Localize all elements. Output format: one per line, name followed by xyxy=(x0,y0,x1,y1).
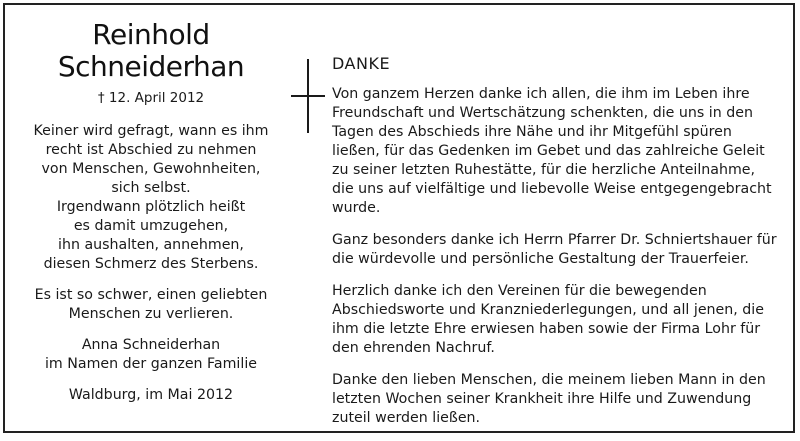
thanks-column xyxy=(332,54,780,441)
deceased-first-name: Reinhold xyxy=(92,18,210,51)
thanks-paragraph: Von ganzem Herzen danke ich allen, die ihm im Leben ihre Freundschaft und Wertschätzung schenkten, die uns in den Tagen des Abschieds ihre Nähe und ihr Mitgefühl spüren ließen, für das Gedenken im Gebet und das zahlreiche Geleit zu seiner letzten Ruhestätte, für die herzliche Anteilnahme, die uns auf vielfältige und liebevolle Weise entgegengebracht wurde. xyxy=(332,86,772,216)
deceased-column xyxy=(13,19,289,405)
death-date: † 12. April 2012 xyxy=(97,90,205,106)
verse-line: Keiner wird gefragt, wann es ihm xyxy=(33,123,269,139)
thanks-paragraph: Herzlich danke ich den Vereinen für die bewegenden Abschiedsworte und Kranzniederlegungen, und all jenen, die ihm die letzte Ehre erwiesen haben sowie der Firma Lohr für den ehrenden Nachruf. xyxy=(332,283,764,356)
closing-lines xyxy=(13,286,289,324)
verse-line: es damit umzugehen, xyxy=(73,218,229,234)
signature-line: Anna Schneiderhan xyxy=(81,337,221,353)
closing-line: Menschen zu verlieren. xyxy=(68,306,234,322)
obituary-notice xyxy=(3,3,795,433)
deceased-last-name: Schneiderhan xyxy=(57,50,245,83)
closing-line: Es ist so schwer, einen geliebten xyxy=(34,287,268,303)
verse-line: recht ist Abschied zu nehmen xyxy=(45,142,257,158)
verse xyxy=(13,122,289,274)
signature-line: im Namen der ganzen Familie xyxy=(44,356,257,372)
place-date: Waldburg, im Mai 2012 xyxy=(68,387,234,403)
verse-line: diesen Schmerz des Sterbens. xyxy=(43,256,259,272)
thanks-heading: DANKE xyxy=(332,54,391,73)
thanks-paragraph: Ganz besonders danke ich Herrn Pfarrer Dr. Schniertshauer für die würdevolle und persönliche Gestaltung der Trauerfeier. xyxy=(332,232,777,267)
cross-icon xyxy=(291,59,325,133)
verse-line: ihn aushalten, annehmen, xyxy=(58,237,244,253)
thanks-paragraph: Danke den lieben Menschen, die meinem lieben Mann in den letzten Wochen seiner Krankheit ihre Hilfe und Zuwendung zuteil werden ließen. xyxy=(332,372,766,426)
verse-line: Irgendwann plötzlich heißt xyxy=(56,199,246,215)
verse-line: von Menschen, Gewohnheiten, xyxy=(41,161,261,177)
verse-line: sich selbst. xyxy=(111,180,191,196)
signature xyxy=(13,336,289,374)
